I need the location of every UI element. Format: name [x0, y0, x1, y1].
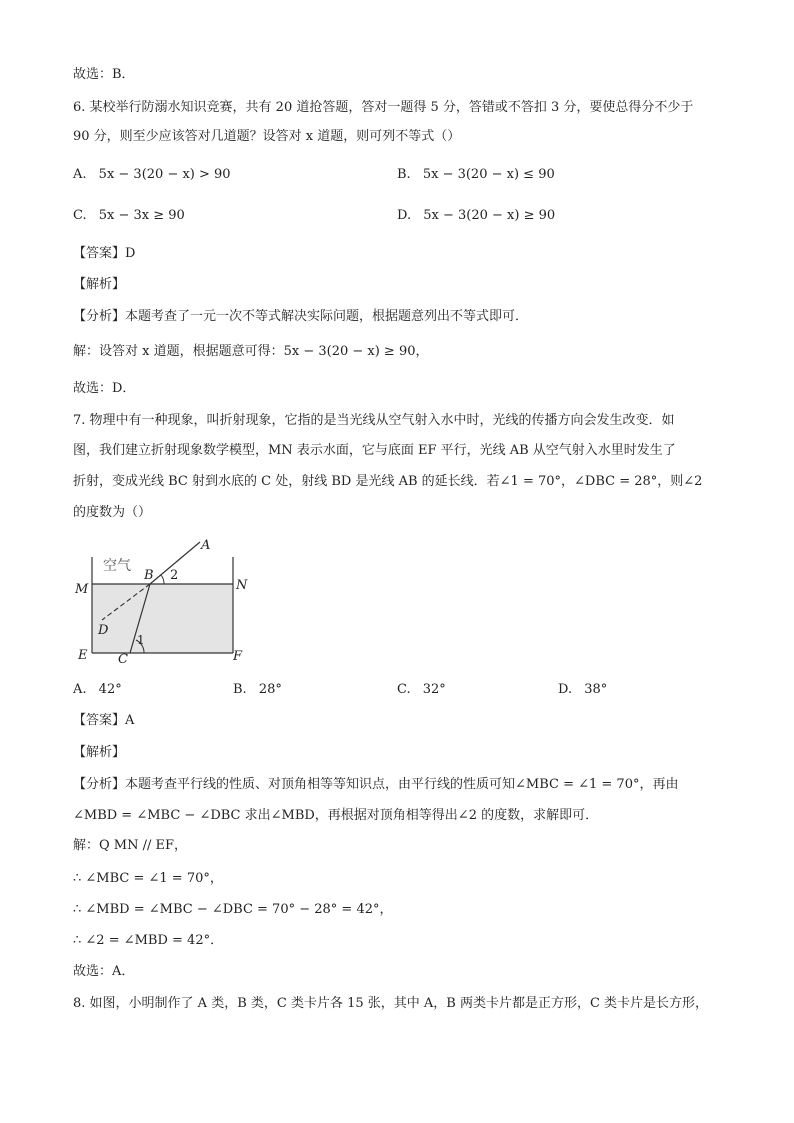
- option-label: B.: [233, 682, 247, 697]
- option-text: 5x − 3(20 − x) ≥ 90: [423, 208, 556, 223]
- label-angle-2: 2: [170, 568, 179, 583]
- refraction-figure: [70, 532, 260, 672]
- q7-solution-line-4: ∴ ∠2 = ∠MBD = 42°．: [73, 933, 224, 948]
- prev-answer-line: 故选：B．: [73, 67, 135, 82]
- option-label: D.: [397, 208, 412, 223]
- angle-2-arc: [161, 575, 164, 584]
- label-a: A: [201, 538, 211, 553]
- option-label: C.: [73, 208, 87, 223]
- q7-answer-line: 【答案】A: [73, 713, 135, 728]
- label-b: B: [144, 568, 154, 583]
- q7-option-c: [397, 681, 446, 699]
- q7-stem-line-4: 的度数为（）: [73, 505, 152, 520]
- air-label: 空气: [103, 558, 131, 574]
- label-d: D: [98, 623, 109, 638]
- q6-option-c: [73, 207, 185, 225]
- option-label: D.: [558, 682, 573, 697]
- q6-option-d: [397, 207, 555, 225]
- label-f: F: [233, 649, 243, 664]
- option-label: A.: [73, 167, 87, 182]
- q7-analysis-line-2: ∠MBD = ∠MBC − ∠DBC 求出∠MBD，再根据对顶角相等得出∠2 的度数，求解即可．: [73, 808, 599, 823]
- q6-stem-line-1: 6. 某校举行防溺水知识竞赛，共有 20 道抢答题，答对一题得 5 分，答错或不答扣 3 分，要使总得分不少于: [73, 100, 694, 115]
- label-c: C: [118, 652, 128, 667]
- q7-solution-line-1: 解：Q MN // EF，: [73, 838, 188, 853]
- option-text: 5x − 3(20 − x) ≤ 90: [422, 167, 555, 182]
- option-text: 38°: [584, 682, 608, 697]
- label-e: E: [78, 648, 88, 663]
- q7-analysis-line-1: 【分析】本题考查平行线的性质、对顶角相等等知识点，由平行线的性质可知∠MBC = ∠1 = 70°，再由: [73, 777, 679, 792]
- q6-conclusion-line: 故选：D．: [73, 381, 136, 396]
- q6-analysis-heading: 【解析】: [73, 277, 126, 292]
- water-region: [92, 584, 233, 653]
- q7-solution-line-2: ∴ ∠MBC = ∠1 = 70°，: [73, 871, 223, 886]
- q6-option-b: [397, 166, 555, 184]
- q7-option-b: [233, 681, 282, 699]
- q7-solution-line-3: ∴ ∠MBD = ∠MBC − ∠DBC = 70° − 28° = 42°，: [73, 902, 393, 917]
- option-label: A.: [73, 682, 87, 697]
- option-text: 5x − 3x ≥ 90: [98, 208, 185, 223]
- option-label: B.: [397, 167, 411, 182]
- option-text: 32°: [422, 682, 446, 697]
- q7-analysis-heading: 【解析】: [73, 745, 126, 760]
- q6-solution-line: 解：设答对 x 道题，根据题意可得：5x − 3(20 − x) ≥ 90，: [73, 344, 429, 359]
- q6-analysis-line: 【分析】本题考查了一元一次不等式解决实际问题，根据题意列出不等式即可．: [73, 309, 529, 324]
- label-n: N: [236, 578, 248, 593]
- q6-answer-line: 【答案】D: [73, 246, 136, 261]
- option-text: 28°: [258, 682, 282, 697]
- q6-stem-line-2: 90 分，则至少应该答对几道题？设答对 x 道题，则可列不等式（）: [73, 129, 461, 144]
- q8-stem-line-1: 8. 如图，小明制作了 A 类，B 类，C 类卡片各 15 张，其中 A，B 两类卡片都是正方形，C 类卡片是长方形，: [73, 996, 709, 1011]
- option-text: 5x − 3(20 − x) > 90: [98, 167, 231, 182]
- q7-stem-line-3: 折射，变成光线 BC 射到水底的 C 处，射线 BD 是光线 AB 的延长线．若∠1 = 70°，∠DBC = 28°，则∠2: [73, 474, 703, 489]
- q7-option-a: [73, 681, 122, 699]
- label-angle-1: 1: [137, 633, 145, 647]
- q6-option-a: [73, 166, 231, 184]
- q7-stem-line-2: 图，我们建立折射现象数学模型，MN 表示水面，它与底面 EF 平行，光线 AB 从空气射入水里时发生了: [73, 443, 676, 458]
- label-m: M: [75, 582, 89, 597]
- option-label: C.: [397, 682, 411, 697]
- q7-stem-line-1: 7. 物理中有一种现象，叫折射现象，它指的是当光线从空气射入水中时，光线的传播方向会发生改变．如: [73, 413, 675, 428]
- option-text: 42°: [98, 682, 122, 697]
- q7-conclusion-line: 故选：A．: [73, 964, 135, 979]
- q7-option-d: [558, 681, 607, 699]
